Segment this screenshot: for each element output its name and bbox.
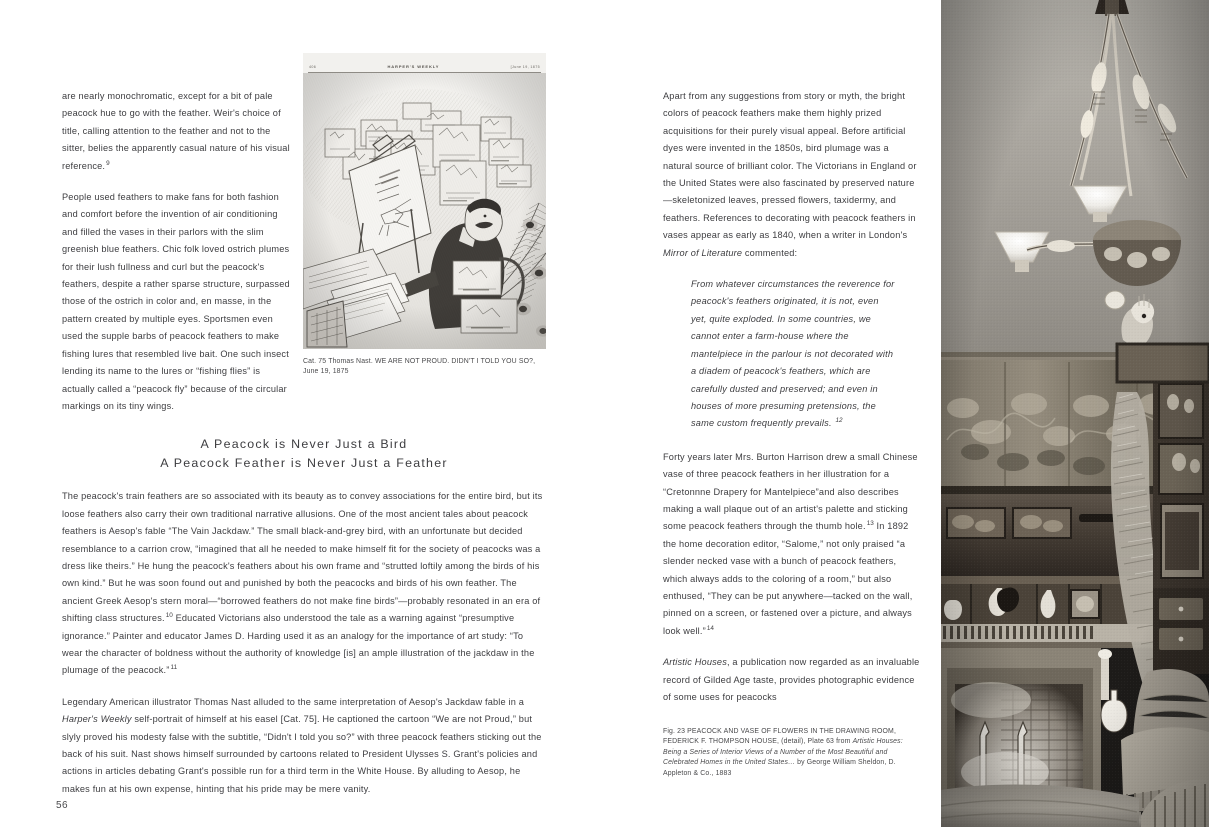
footnote-marker-14: 14 (706, 624, 714, 632)
paragraph-feather-fans: People used feathers to make fans for both fashion and comfort before the invention of air conditioning and filled the vases in their parlors with the slim greenish blue feathers. Chic folk loved ostrich plumes for their lush fullness and curl but the peacock's feathers, despite a rather sparse structure, surpassed those of the ostrich in color and, en masse, in the pattern created by multiple eyes. Sportsmen even used the supple barbs of peacock feathers to make fishing lures that resembled live bait. One such insect lending its name to the lures or “fishing flies” is actually called a “peacock fly” because of the circular markings on its tiny wings. (62, 192, 290, 411)
footnote-marker-9: 9 (106, 159, 110, 167)
section-heading-line-1: A Peacock is Never Just a Bird (200, 437, 408, 452)
photo-caption-title: Artistic Houses: Being a Series of Interior Views of a Number of the Most Beautiful and Celebrated Homes in the United States… (663, 738, 903, 767)
paragraph-artistic-houses: Artistic Houses, a publication now regarded as an invaluable record of Gilded Age taste, provides photographic evidence of some uses for peacocks (663, 657, 920, 702)
footnote-marker-11: 11 (170, 664, 178, 672)
pull-quote-mirror-of-literature: From whatever circumstances the reverence for peacock's feathers originated, it is not, even yet, quite exploded. In some countries, we cannot enter a farm-house where the mantelpiece in the parlour is not decorated with a diadem of peacock's feathers, which are carefully dusted and preserved; and even in houses of more presuming pretensions, the same custom frequently prevails. $^{12}$ (691, 279, 895, 429)
paragraph-continued: are nearly monochromatic, except for a bit of pale peacock hue to go with the feather. Weir's choice of title, calling attention to the feather and not to the sitter, belies the apparently casual nature of his visual reference.$^9$ (62, 91, 290, 171)
masthead-divider (308, 72, 541, 73)
page-number: 56 (56, 800, 68, 811)
footnote-marker-10: 10 (165, 612, 173, 620)
artistic-houses-photograph (941, 0, 1209, 827)
plate-masthead-title: HARPER'S WEEKLY (387, 64, 440, 69)
drawing-room-interior-photo (941, 0, 1209, 827)
title-harpers-weekly: Harper's Weekly (62, 714, 132, 725)
left-text-column (62, 88, 546, 812)
harpers-weekly-masthead (303, 62, 546, 71)
photo-caption-part-1: Fig. 23 PEACOCK AND VASE OF FLOWERS IN THE DRAWING ROOM, FEDERICK F. THOMPSON HOUSE, (detail), Plate 63 from (663, 728, 897, 746)
left-narrow-text-block (62, 88, 546, 415)
title-mirror-of-literature: Mirror of Literature (663, 247, 743, 258)
photo-caption-part-2: by George William Sheldon, D. Appleton & Co., 1883 (663, 759, 896, 777)
photograph-caption (663, 727, 921, 779)
section-heading-line-2: A Peacock Feather is Never Just a Feather (160, 456, 448, 471)
footnote-marker-12: 12 (835, 417, 843, 425)
right-text-column (663, 88, 920, 720)
paragraph-thomas-nast: Legendary American illustrator Thomas Nast alluded to the same interpretation of Aesop's Jackdaw fable in a Harper's Weekly self-portrait of himself at his easel [Cat. 75]. He captioned the cartoon “We are not Proud,” but slyly proved his modesty false with the subtitle, “Didn't I told you so?” with three peacock feathers sticking out the back of his suit. Nast shows himself surrounded by cartoons related to President Ulysses S. Grant's policies and actions in articles debating Grant's possible run for a third term in the White House. By alluding to Aesop, he makes fun at his own expense, hinting that his pride may be mere vanity. (62, 696, 542, 794)
paragraph-burton-harrison: Forty years later Mrs. Burton Harrison drew a small Chinese vase of three peacock feathers in her illustration for a “Cretonnne Drapery for Mantelpiece”and also describes making a wall plaque out of an artist's palette and sticking some peacock feathers through the thumb hole.$^{13}$ In 1892 the home decoration editor, “Salome,” not only praised “a slender necked vase with a bunch of peacock feathers, which always adds to the coloring of a room,” but also enthused, “They can be put anywhere—tacked on the wall, pinned on a screen, or fastened over a picture, and always look well.”$^{14}$ (663, 451, 918, 636)
plate-caption: Cat. 75 Thomas Nast. WE ARE NOT PROUD. DIDN'T I TOLD YOU SO?, June 19, 1875 (303, 358, 536, 376)
plate-masthead-date: [June 19, 1875 (510, 64, 540, 69)
section-heading (62, 435, 546, 473)
paragraph-bright-colors: Apart from any suggestions from story or myth, the bright colors of peacock feathers make them highly prized acquisitions for their purely visual appeal. Before artificial dyes were invented in the 1850s, bird plumage was a natural source of brilliant color. The Victorians in England or the United States were also fascinated by preserved nature—skeletonized leaves, pressed flowers, taxidermy, and feathers. References to decorating with peacock feathers in vases appear as early as 1840, when a writer in London's Mirror of Literature commented: (663, 91, 917, 258)
footnote-marker-13: 13 (866, 520, 874, 528)
title-artistic-houses: Artistic Houses (663, 657, 727, 668)
paragraph-vain-jackdaw: The peacock's train feathers are so associated with its beauty as to convey associations for the entire bird, but its loose feathers also carry their own traditional narrative allusions. One of the most ancient tales about peacock feathers is Aesop's fable “The Vain Jackdaw.” The small black-and-grey bird, with an unfortunate but decided resemblance to a carrion crow, “imagined that all he needed to make himself fit for the society of peacocks was a dress like theirs.” He hung the peacock's feathers about his own frame and “strutted loftily among the birds of his own kind.” But he was soon found out and punished by both the peacocks and birds of his own feather. The ancient Greek Aesop's stern moral—“borrowed feathers do not make fine birds”—probably resonated in an era of shifting class structures.$^{10}$ Educated Victorians also understood the tale as a warning against “presumptive ignorance.” Painter and educator James D. Harding used it as an analogy for the importance of art study: “To wear the character of boldness without the authority of knowledge [is] an ample illustration of the jackdaw in the plumage of the peacock.”$^{11}$ (62, 491, 543, 676)
plate-page-number: 406 (309, 64, 317, 69)
